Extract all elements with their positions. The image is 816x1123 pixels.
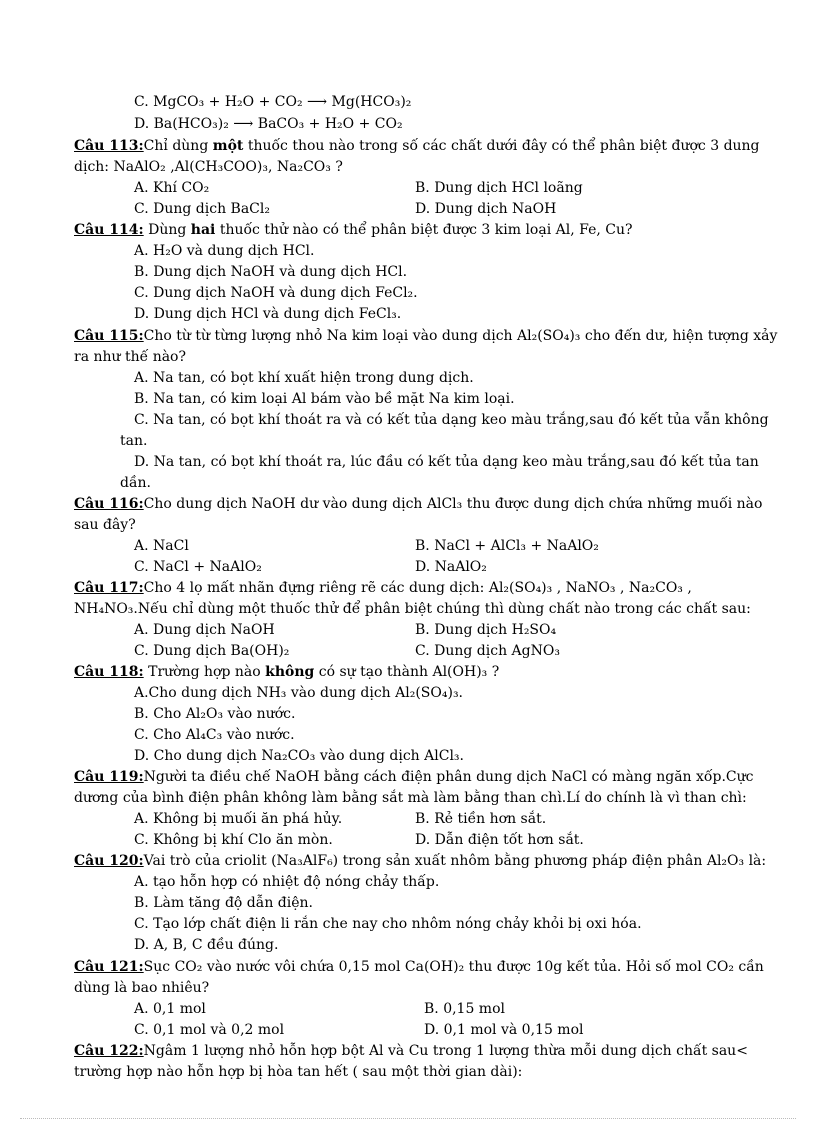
q120-option-d: D. A, B, C đều đúng.	[134, 937, 279, 953]
q122-stem-line1	[74, 1041, 748, 1061]
q118-option-d: D. Cho dung dịch Na₂CO₃ vào dung dịch AlCl₃.	[134, 748, 464, 764]
q115-option-a: A. Na tan, có bọt khí xuất hiện trong dung dịch.	[134, 370, 474, 386]
q118-stem-line1	[74, 662, 499, 682]
q113-option-b: B. Dung dịch HCl loãng	[415, 180, 583, 196]
q117-label: Câu 117:	[74, 580, 144, 596]
q119-option-d: D. Dẫn điện tốt hơn sắt.	[415, 832, 584, 848]
q119-option-a: A. Không bị muối ăn phá hủy.	[134, 811, 343, 827]
q115-text2: ra như thế nào?	[74, 349, 186, 365]
q117-stem-line1	[74, 578, 692, 598]
q119-text2: dương của bình điện phân không làm bằng sắt mà làm bằng than chì.Lí do chính là vì than chì:	[74, 790, 747, 806]
q114-option-b: B. Dung dịch NaOH và dung dịch HCl.	[134, 264, 408, 280]
q120-option-b: B. Làm tăng độ dẫn điện.	[134, 895, 313, 911]
q114-option-d: D. Dung dịch HCl và dung dịch FeCl₃.	[134, 306, 402, 322]
q121-label: Câu 121:	[74, 959, 144, 975]
q120-text1: Vai trò của criolit (Na₃AlF₆) trong sản xuất nhôm bằng phương pháp điện phân Al₂O₃ là:	[143, 853, 767, 869]
q117-text2: NH₄NO₃.Nếu chỉ dùng một thuốc thử để phân biệt chúng thì dùng chất nào trong các chất sau:	[74, 601, 751, 617]
q118-option-b: B. Cho Al₂O₃ vào nước.	[134, 706, 296, 722]
q121-text2: dùng là bao nhiêu?	[74, 980, 210, 996]
q118-option-c: C. Cho Al₄C₃ vào nước.	[134, 727, 295, 743]
q116-option-b: B. NaCl + AlCl₃ + NaAlO₂	[415, 538, 599, 554]
q121-option-a: A. 0,1 mol	[134, 1001, 206, 1017]
q115-label: Câu 115:	[74, 328, 144, 344]
q113-option-a: A. Khí CO₂	[134, 180, 210, 196]
q113-label: Câu 113:	[74, 138, 144, 154]
q114-option-c: C. Dung dịch NaOH và dung dịch FeCl₂.	[134, 285, 418, 301]
q113-option-c: C. Dung dịch BaCl₂	[134, 201, 270, 217]
q119-text1: Người ta điều chế NaOH bằng cách điện phân dung dịch NaCl có màng ngăn xốp.Cực	[143, 769, 754, 785]
q116-option-a: A. NaCl	[134, 538, 189, 554]
q119-option-c: C. Không bị khí Clo ăn mòn.	[134, 832, 333, 848]
q116-text1: Cho dung dịch NaOH dư vào dung dịch AlCl₃ thu được dung dịch chứa những muối nào	[143, 496, 763, 512]
q117-option-d: C. Dung dịch AgNO₃	[415, 643, 560, 659]
q117-option-b: B. Dung dịch H₂SO₄	[415, 622, 557, 638]
q118-text1: Trường hợp nào không có sự tạo thành Al(OH)₃ ?	[143, 664, 500, 680]
q119-label: Câu 119:	[74, 769, 144, 785]
q122-text2: trường hợp nào hỗn hợp bị hòa tan hết ( sau một thời gian dài):	[74, 1064, 523, 1080]
q115-stem-line1	[74, 326, 777, 346]
q122-text1: Ngâm 1 lượng nhỏ hỗn hợp bột Al và Cu trong 1 lượng thừa mỗi dung dịch chất sau<	[143, 1043, 748, 1059]
q118-option-a: A.Cho dung dịch NH₃ vào dung dịch Al₂(SO₄)₃.	[134, 685, 463, 701]
q116-option-d: D. NaAlO₂	[415, 559, 487, 575]
q119-option-b: B. Rẻ tiền hơn sắt.	[415, 811, 547, 827]
q112-option-d: D. Ba(HCO₃)₂ ⟶ BaCO₃ + H₂O + CO₂	[134, 116, 403, 132]
q114-text1: Dùng hai thuốc thử nào có thể phân biệt được 3 kim loại Al, Fe, Cu?	[143, 222, 633, 238]
q113-text2: dịch: NaAlO₂ ,Al(CH₃COO)₃, Na₂CO₃ ?	[74, 159, 343, 175]
q115-text1: Cho từ từ từng lượng nhỏ Na kim loại vào dung dịch Al₂(SO₄)₃ cho đến dư, hiện tượng xảy	[143, 328, 778, 344]
q113-text1: Chỉ dùng một thuốc thou nào trong số các chất dưới đây có thể phân biệt được 3 dung	[143, 138, 760, 154]
q112-option-c: C. MgCO₃ + H₂O + CO₂ ⟶ Mg(HCO₃)₂	[134, 94, 412, 110]
q115-option-b: B. Na tan, có kim loại Al bám vào bề mặt Na kim loại.	[134, 391, 515, 407]
q114-option-a: A. H₂O và dung dịch HCl.	[134, 243, 315, 259]
q120-label: Câu 120:	[74, 853, 144, 869]
q121-option-c: C. 0,1 mol và 0,2 mol	[134, 1022, 285, 1038]
q114-stem-line1	[74, 220, 633, 240]
q121-option-d: D. 0,1 mol và 0,15 mol	[424, 1022, 584, 1038]
q122-label: Câu 122:	[74, 1043, 144, 1059]
q117-option-a: A. Dung dịch NaOH	[134, 622, 275, 638]
q116-stem-line1	[74, 494, 762, 514]
q115-option-c-line1: C. Na tan, có bọt khí thoát ra và có kết tủa dạng keo màu trắng,sau đó kết tủa vẫn không	[134, 412, 769, 428]
q120-stem-line1	[74, 851, 766, 871]
q120-option-a: A. tạo hỗn hợp có nhiệt độ nóng chảy thấp.	[134, 874, 440, 890]
q114-label: Câu 114:	[74, 222, 144, 238]
q116-label: Câu 116:	[74, 496, 144, 512]
q119-stem-line1	[74, 767, 753, 787]
q113-stem-line1	[74, 136, 760, 156]
q115-option-d-line1: D. Na tan, có bọt khí thoát ra, lúc đầu có kết tủa dạng keo màu trắng,sau đó kết tủa tan	[134, 454, 759, 470]
page-bottom-divider	[20, 1118, 796, 1119]
q121-stem-line1	[74, 957, 764, 977]
q116-text2: sau đây?	[74, 517, 136, 533]
q115-option-c-line2: tan.	[120, 433, 148, 449]
q118-label: Câu 118:	[74, 664, 144, 680]
q121-option-b: B. 0,15 mol	[424, 1001, 505, 1017]
q120-option-c: C. Tạo lớp chất điện li rắn che nay cho nhôm nóng chảy khỏi bị oxi hóa.	[134, 916, 642, 932]
q117-text1: Cho 4 lọ mất nhãn đựng riêng rẽ các dung dịch: Al₂(SO₄)₃ , NaNO₃ , Na₂CO₃ ,	[143, 580, 692, 596]
q113-option-d: D. Dung dịch NaOH	[415, 201, 557, 217]
q115-option-d-line2: dần.	[120, 475, 152, 491]
q117-option-c: C. Dung dịch Ba(OH)₂	[134, 643, 290, 659]
q116-option-c: C. NaCl + NaAlO₂	[134, 559, 262, 575]
q121-text1: Sục CO₂ vào nước vôi chứa 0,15 mol Ca(OH)₂ thu được 10g kết tủa. Hỏi số mol CO₂ cần	[143, 959, 764, 975]
